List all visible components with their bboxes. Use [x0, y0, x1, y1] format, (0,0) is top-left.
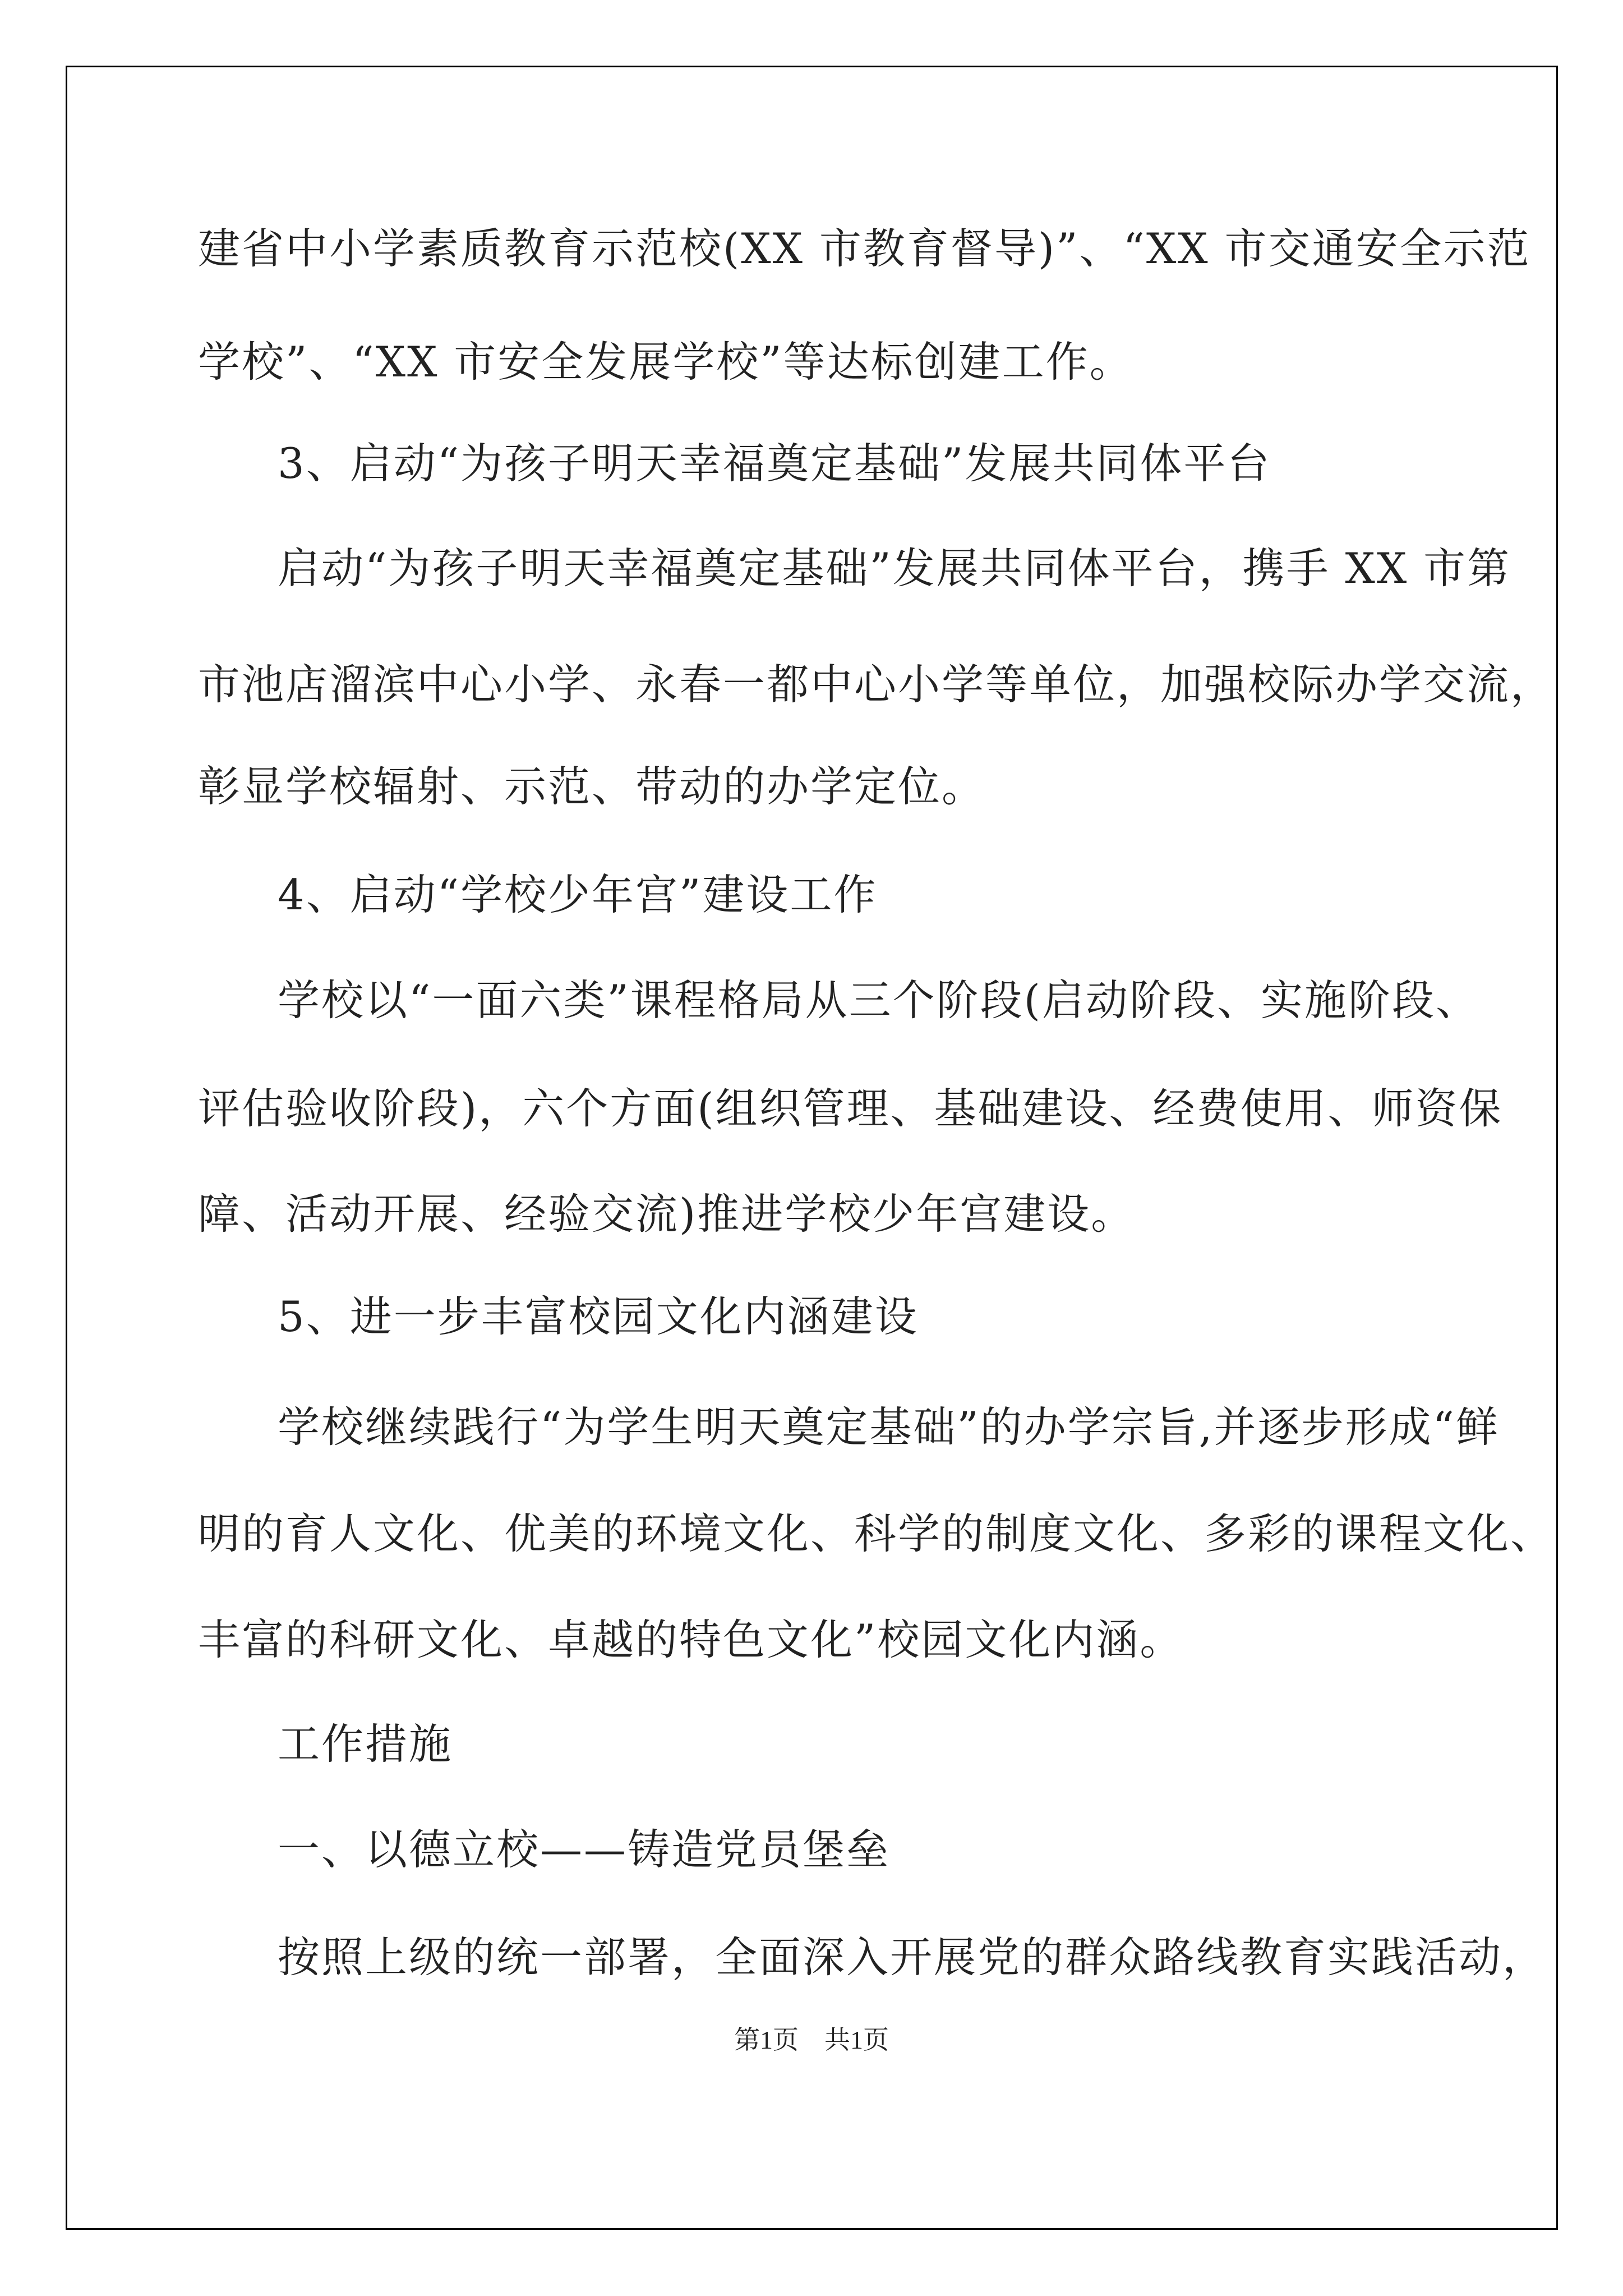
paragraph-line: 明的育人文化、优美的环境文化、科学的制度文化、多彩的课程文化、	[198, 1509, 1555, 1558]
paragraph-line: 启动“为孩子明天幸福奠定基础”发展共同体平台，携手 XX 市第	[278, 544, 1511, 593]
paragraph-line: 学校以“一面六类”课程格局从三个阶段(启动阶段、实施阶段、	[278, 976, 1479, 1025]
section-heading: 一、以德立校——铸造党员堡垒	[278, 1825, 891, 1874]
paragraph-line: 市池店溜滨中心小学、永春一都中心小学等单位，加强校际办学交流，	[198, 660, 1555, 709]
page-border	[66, 66, 1558, 2230]
section-heading: 4、启动“学校少年宫”建设工作	[278, 870, 878, 919]
paragraph-line: 丰富的科研文化、卓越的特色文化”校园文化内涵。	[198, 1615, 1184, 1664]
paragraph-line: 评估验收阶段)，六个方面(组织管理、基础建设、经费使用、师资保	[198, 1084, 1503, 1133]
section-heading: 3、启动“为孩子明天幸福奠定基础”发展共同体平台	[278, 439, 1271, 488]
paragraph-line: 学校继续践行“为学生明天奠定基础”的办学宗旨,并逐步形成“鲜	[278, 1402, 1500, 1452]
paragraph-line: 彰显学校辐射、示范、带动的办学定位。	[198, 762, 986, 811]
paragraph-line: 学校”、“XX 市安全发展学校”等达标创建工作。	[198, 337, 1133, 386]
paragraph-line: 按照上级的统一部署，全面深入开展党的群众路线教育实践活动，	[278, 1932, 1547, 1982]
paragraph-line: 建省中小学素质教育示范校(XX 市教育督导)”、“XX 市交通安全示范	[198, 224, 1531, 273]
section-heading: 工作措施	[278, 1719, 453, 1769]
paragraph-line: 障、活动开展、经验交流)推进学校少年宫建设。	[198, 1189, 1135, 1239]
section-heading: 5、进一步丰富校园文化内涵建设	[278, 1292, 919, 1341]
page-footer: 第1页 共1页	[734, 2026, 889, 2054]
